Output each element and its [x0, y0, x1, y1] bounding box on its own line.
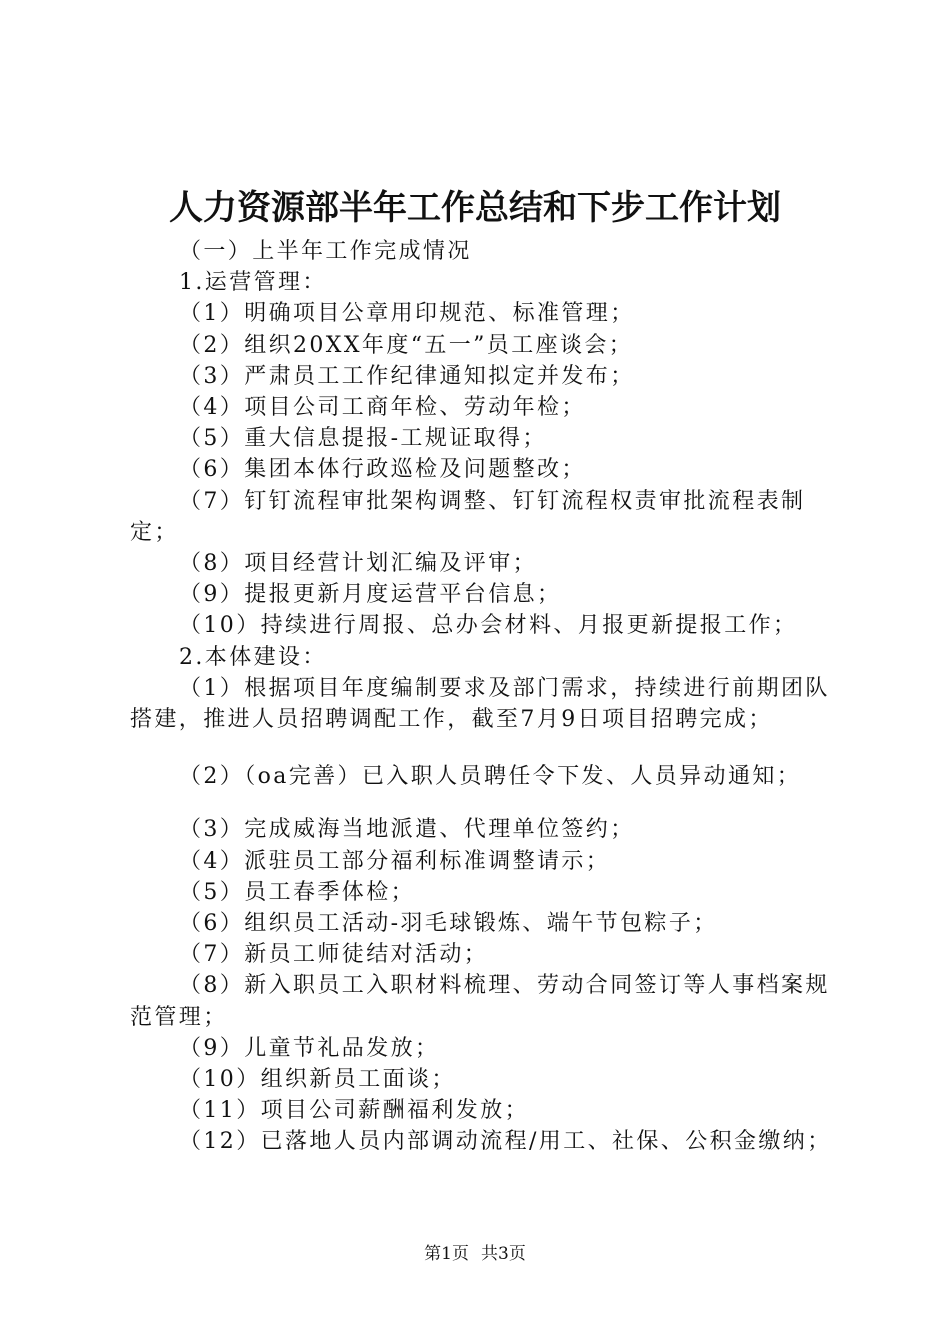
list-item: （5）重大信息提报-工规证取得； — [179, 426, 547, 452]
list-item: （6）组织员工活动-羽毛球锻炼、端午节包粽子； — [179, 911, 718, 937]
list-item: （7）钉钉流程审批架构调整、钉钉流程权责审批流程表制定； — [130, 488, 806, 545]
list-item: （2）（oa完善）已入职人员聘任令下发、人员异动通知； — [179, 764, 802, 790]
list-item: （9）儿童节礼品发放； — [179, 1035, 440, 1061]
list-item: （7）新员工师徒结对活动； — [179, 942, 489, 968]
list-item: （10）组织新员工面谈； — [179, 1067, 456, 1093]
subsection-heading: 1.运营管理： — [179, 270, 327, 296]
list-item: （12）已落地人员内部调动流程/用工、社保、公积金缴纳； — [179, 1129, 832, 1155]
document-title: 人力资源部半年工作总结和下步工作计划 — [169, 188, 781, 228]
list-item: （1）明确项目公章用印规范、标准管理； — [179, 301, 635, 327]
page-number: 第1页 — [424, 1244, 469, 1264]
list-item: （10）持续进行周报、总办会材料、月报更新提报工作； — [179, 613, 798, 639]
page-total: 共3页 — [481, 1244, 526, 1264]
list-item: （8）项目经营计划汇编及评审； — [179, 551, 537, 577]
list-item: （4）派驻员工部分福利标准调整请示； — [179, 848, 611, 874]
list-item: （4）项目公司工商年检、劳动年检； — [179, 395, 586, 421]
section-heading: （一）上半年工作完成情况 — [179, 239, 472, 264]
page-footer — [0, 1242, 950, 1266]
list-item: （3）严肃员工工作纪律通知拟定并发布； — [179, 363, 635, 389]
list-item: （11）项目公司薪酬福利发放； — [179, 1098, 529, 1124]
list-item: （3）完成威海当地派遣、代理单位签约； — [179, 817, 635, 843]
list-item: （2）组织20XX年度“五一”员工座谈会； — [179, 332, 634, 358]
list-item: （9）提报更新月度运营平台信息； — [179, 582, 562, 608]
list-item: （1）根据项目年度编制要求及部门需求，持续进行前期团队搭建，推进人员招聘调配工作，截至7月9日项目招聘完成； — [130, 675, 830, 733]
list-item: （8）新入职员工入职材料梳理、劳动合同签订等人事档案规范管理； — [130, 973, 830, 1030]
subsection-heading: 2.本体建设： — [179, 644, 327, 670]
list-item: （5）员工春季体检； — [179, 879, 415, 905]
document-body — [130, 236, 836, 1158]
list-item: （6）集团本体行政巡检及问题整改； — [179, 457, 586, 483]
